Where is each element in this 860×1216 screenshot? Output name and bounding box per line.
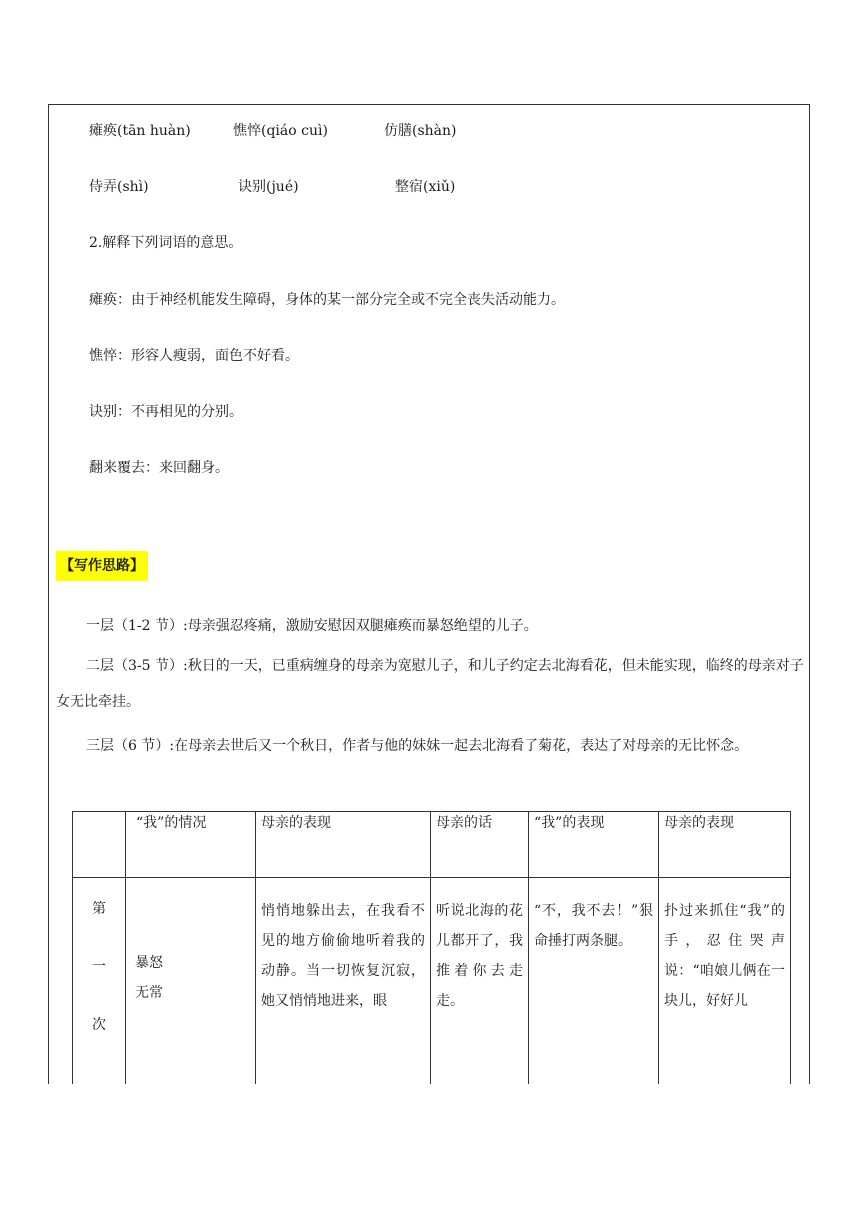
- layer-paragraph: 一层（1-2 节）:母亲强忍疼痛，激励安慰因双腿瘫痪而暴怒绝望的儿子。: [86, 618, 538, 634]
- table-header-cell: “我”的表现: [529, 812, 659, 878]
- mother-action-text: 悄悄地躲出去，在我看不见的地方偷偷地听着我的动静。当一切恢复沉寂，她又悄悄地进来，眼: [261, 903, 425, 1009]
- pinyin-word: 整宿(xiǔ): [395, 179, 456, 195]
- my-state-cell: [126, 878, 256, 1085]
- mother-response-text: 扑过来抓住“我”的手，忍住哭声说：“咱娘儿俩在一块儿，好好儿: [664, 903, 785, 1009]
- table-header-row: [73, 812, 791, 878]
- pinyin-word: 仿膳(shàn): [384, 123, 457, 139]
- layer-paragraph: 二层（3-5 节）:秋日的一天，已重病缠身的母亲为宽慰儿子，和儿子约定去北海看花，但未能实现，临终的母亲对子女无比牵挂。: [56, 658, 804, 710]
- my-reaction-text: “不，我不去！”狠命捶打两条腿。: [534, 903, 653, 949]
- row-label-char: 次: [92, 1017, 106, 1033]
- table-header-cell: 母亲的表现: [659, 812, 791, 878]
- table-header-cell: “我”的情况: [126, 812, 256, 878]
- pinyin-word: 侍弄(shì): [89, 179, 149, 195]
- table-header-cell: 母亲的话: [431, 812, 529, 878]
- layer-paragraph: 三层（6 节）:在母亲去世后又一个秋日，作者与他的妹妹一起去北海看了菊花，表达了对母亲的无比怀念。: [86, 738, 749, 754]
- task-heading: 2.解释下列词语的意思。: [89, 235, 243, 251]
- row-label-char: 第: [92, 901, 106, 917]
- row-label-cell: [73, 878, 126, 1085]
- section-heading: 【写作思路】: [56, 551, 148, 581]
- definition-item: 憔悴：形容人瘦弱，面色不好看。: [89, 348, 299, 364]
- mother-action-cell: [256, 878, 431, 1085]
- pinyin-word: 瘫痪(tān huàn): [89, 123, 191, 139]
- definition-item: 诀别：不再相见的分别。: [89, 404, 243, 420]
- pinyin-word: 诀别(jué): [238, 179, 299, 195]
- definition-item: 瘫痪：由于神经机能发生障碍，身体的某一部分完全或不完全丧失活动能力。: [89, 292, 565, 308]
- my-state-text: 无常: [135, 985, 163, 1001]
- row-label-char: 一: [92, 959, 106, 975]
- mother-response-cell: [659, 878, 791, 1085]
- table-header-cell: [73, 812, 126, 878]
- my-reaction-cell: [529, 878, 659, 1085]
- content-frame: [48, 104, 810, 1084]
- table-header-cell: 母亲的表现: [256, 812, 431, 878]
- mother-words-text: 听说北海的花儿都开了，我推着你去走走。: [436, 903, 523, 1009]
- mother-words-cell: [431, 878, 529, 1085]
- my-state-text: 暴怒: [135, 955, 163, 971]
- table-row: [73, 878, 791, 1085]
- definition-item: 翻来覆去：来回翻身。: [89, 460, 229, 476]
- pinyin-word: 憔悴(qiáo cuì): [233, 123, 328, 139]
- analysis-table: [72, 811, 791, 1084]
